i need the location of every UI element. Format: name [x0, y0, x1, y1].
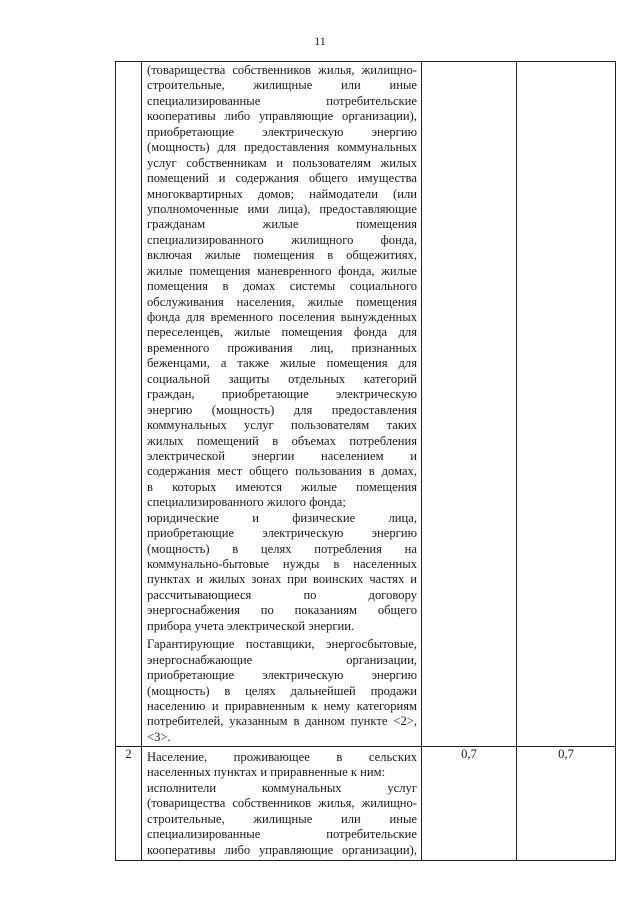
text-line: исполнители коммунальных услуг [147, 780, 417, 795]
text-line: пунктах и жилых зонах при воинских частях и [147, 572, 417, 587]
text-line: коммунально-бытовые нужды в населенных [147, 557, 417, 571]
text-line: (товарищества собственников жилья, жилищно- [147, 796, 417, 811]
text-line: приобретающие электрическую энергию [147, 526, 417, 541]
table-row [116, 747, 616, 861]
text-line: энергоснабжения по показаниям общего [147, 603, 417, 618]
tariff-table [115, 61, 616, 861]
value-cell-1: 0,7 [422, 747, 517, 861]
text-line: (мощность) для предоставления коммунальных [147, 140, 417, 155]
text-line: специализированные потребительские [147, 827, 417, 842]
text-line: услуг собственникам и пользователям жилых [147, 155, 417, 170]
text-line: многоквартирных домов; наймодатели (или [147, 186, 417, 201]
text-line: переселенцев, жилые помещения фонда для [147, 325, 417, 340]
page-number: 11 [314, 34, 326, 48]
text-line: кооперативы либо управляющие организации), [147, 109, 417, 124]
text-line: гражданам жилые помещения [147, 217, 417, 232]
text-line: уполномоченные ими лица), предоставляющие [147, 201, 417, 216]
text-line: строительные, жилищные или иные [147, 811, 417, 826]
text-line: (мощность) в целях дальнейшей продажи [147, 683, 417, 698]
text-line: <3>. [147, 729, 171, 744]
text-line: Население, проживающее в сельских [147, 750, 417, 764]
row-number-cell [116, 62, 142, 747]
text-line: жилых помещений в объемах потребления [147, 433, 417, 448]
text-line: обслуживания населения, жилые помещения [147, 294, 417, 309]
text-line: рассчитывающиеся по договору [147, 587, 417, 602]
text-line: помещений и содержания общего имущества [147, 171, 417, 186]
text-line: специализированные потребительские [147, 93, 417, 108]
text-line: населенных пунктах и приравненные к ним: [147, 765, 386, 780]
text-line: беженцами, а также жилые помещения для [147, 356, 417, 371]
text-line: включая жилые помещения в общежитиях, [147, 248, 417, 263]
text-line: (товарищества собственников жилья, жилищно- [147, 63, 417, 77]
text-line: фонда для временного поселения вынужденных [147, 310, 417, 324]
text-line: населению и приравненным к нему категориям [147, 698, 417, 713]
text-line: граждан, приобретающие электрическую [147, 387, 417, 402]
text-line: кооперативы либо управляющие организации), [147, 842, 417, 857]
text-line: временного проживания лиц, признанных [147, 340, 417, 355]
text-line: помещения в домах системы социального [147, 279, 417, 294]
text-line: содержания мест общего пользования в домах, [147, 464, 417, 479]
consumer-description-cell [142, 747, 422, 861]
text-line: коммунальных услуг пользователям таких [147, 418, 417, 433]
text-line: энергоснабжающие организации, [147, 652, 417, 667]
value-cell-2: 0,7 [517, 747, 616, 861]
table-row [116, 62, 616, 747]
consumer-description [142, 747, 421, 858]
text-line: Гарантирующие поставщики, энергосбытовые, [147, 637, 417, 652]
text-line: строительные, жилищные или иные [147, 78, 417, 93]
consumer-description [142, 62, 421, 745]
text-line: приобретающие электрическую энергию [147, 668, 417, 683]
text-line: потребителей, указанным в данном пункте <2>, [147, 714, 417, 729]
row-number-cell: 2 [116, 747, 142, 861]
text-line: юридические и физические лица, [147, 510, 417, 525]
text-line: в которых имеются жилые помещения [147, 479, 417, 494]
text-line: прибора учета электрической энергии. [147, 618, 355, 633]
text-line: социальной защиты отдельных категорий [147, 371, 417, 386]
text-line: электрической энергии населением и [147, 448, 417, 463]
text-line: (мощность) в целях потребления на [147, 541, 417, 556]
value-cell-1 [422, 62, 517, 747]
value-cell-2 [517, 62, 616, 747]
text-line: энергию (мощность) для предоставления [147, 402, 417, 417]
text-line: специализированного жилого фонда; [147, 495, 346, 510]
text-line: специализированного жилищного фонда, [147, 232, 417, 247]
consumer-description-cell [142, 62, 422, 747]
text-line: жилые помещения маневренного фонда, жилые [147, 263, 417, 278]
text-line: приобретающие электрическую энергию [147, 124, 417, 139]
